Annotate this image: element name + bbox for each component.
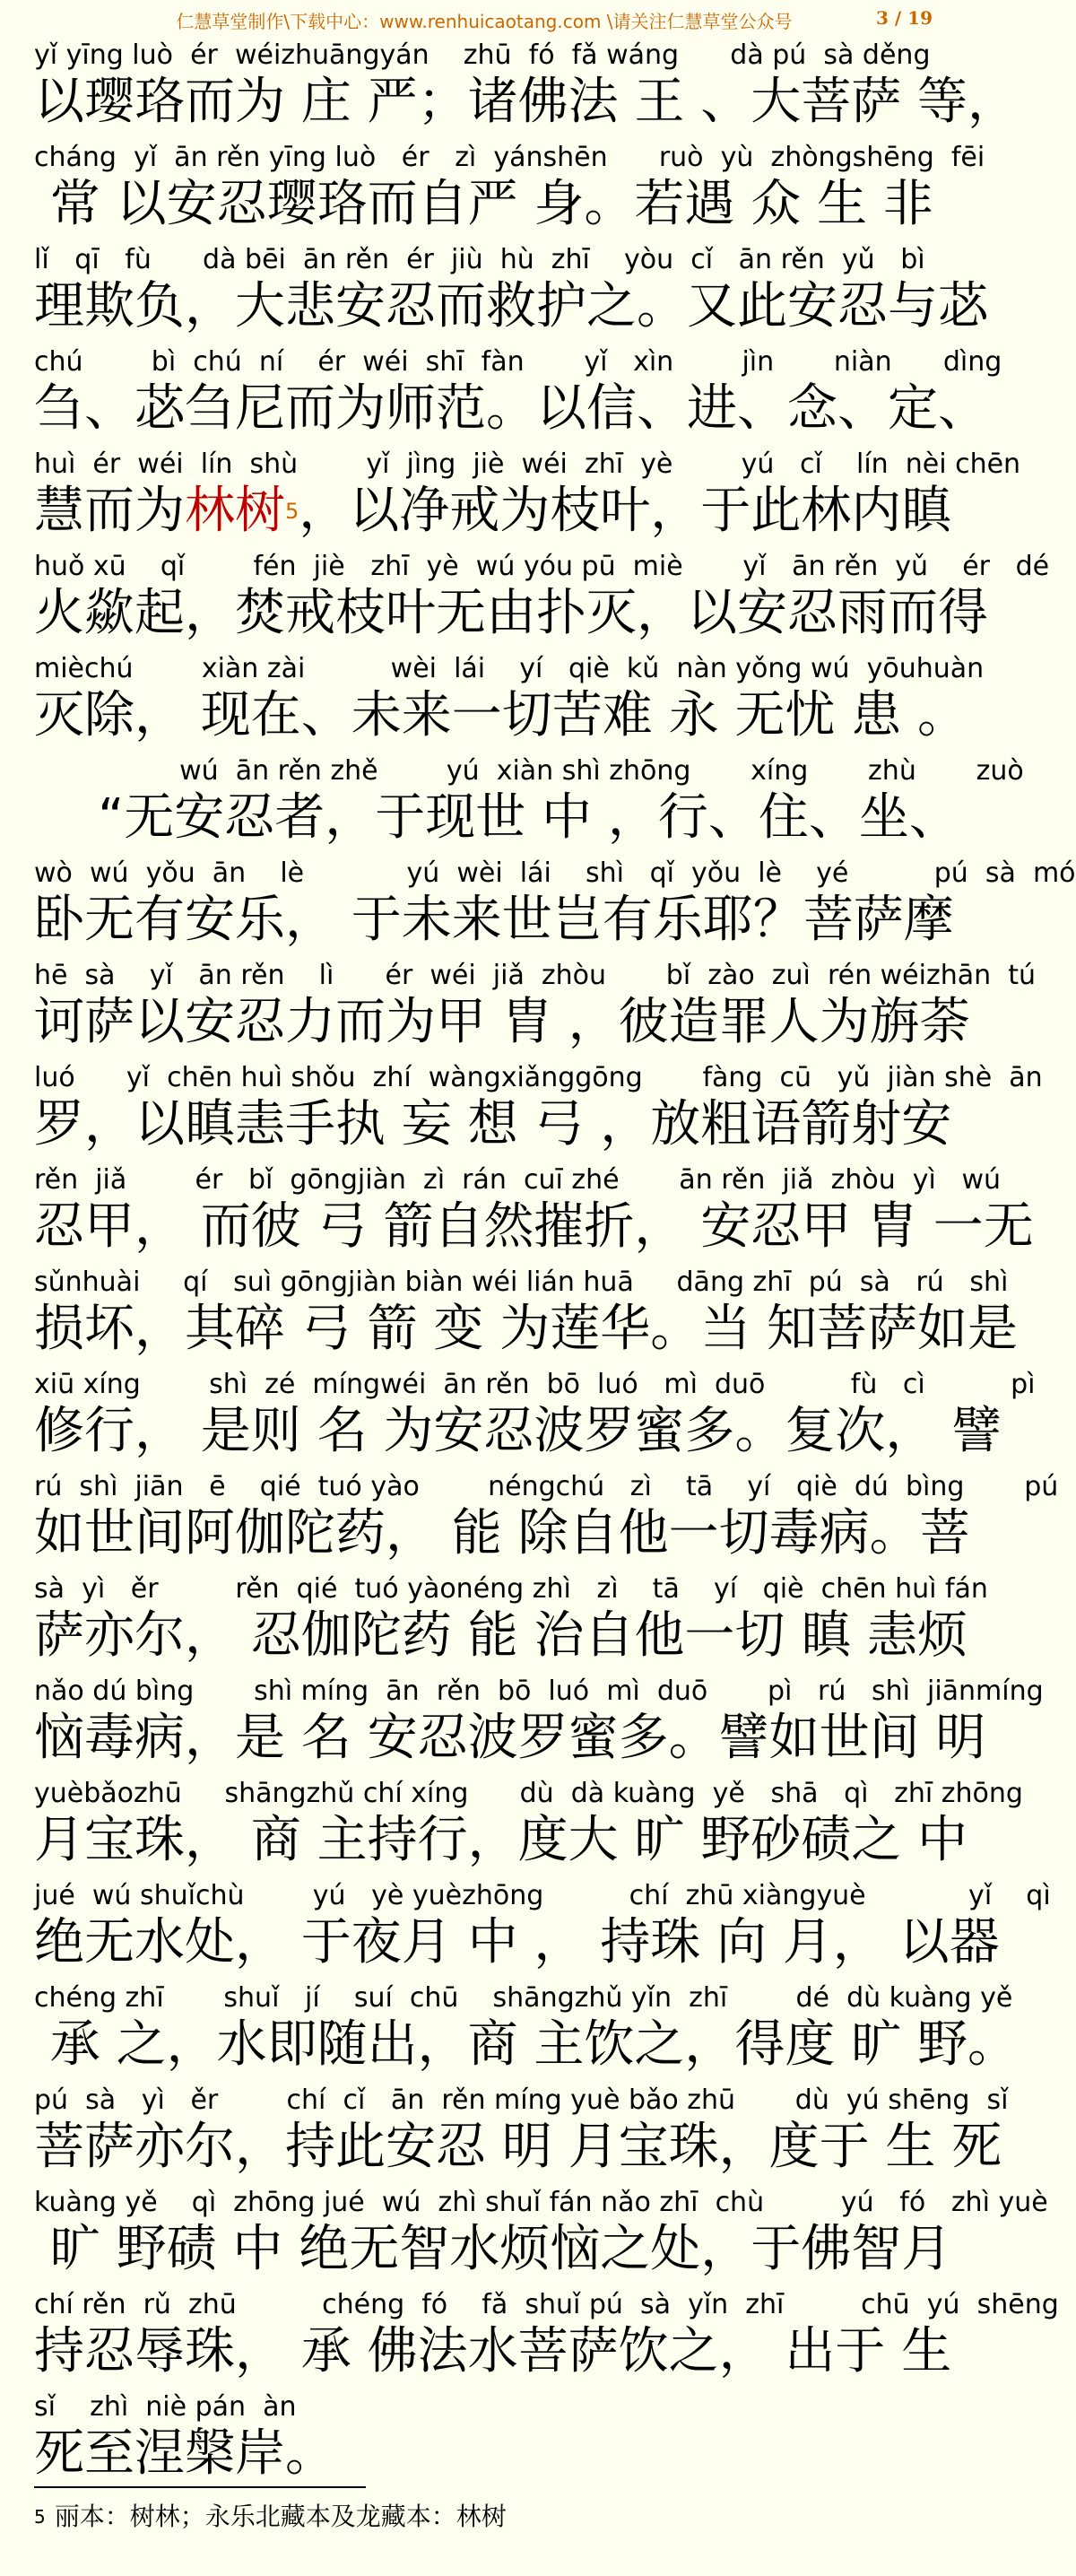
hanzi-row: 月宝珠， 商 主持行，度大 旷 野砂碛之 中 — [34, 1811, 968, 1869]
pinyin-row: huì ér wéi lín shù yǐ jìng jiè wéi zhī yè yú cǐ lín nèi chēn — [34, 448, 1021, 480]
text-line — [34, 1467, 1059, 1570]
text-line — [34, 2388, 940, 2490]
hanzi-row: 绝无水处， 于夜月 中 ， 持珠 向 月， 以器 — [34, 1913, 1000, 1971]
hanzi-row: 以璎珞而为 庄 严；诸佛法 王 、大菩萨 等， — [34, 73, 1019, 131]
pinyin-row: wò wú yǒu ān lè yú wèi lái shì qǐ yǒu lè yé pú sà mó — [34, 857, 1076, 889]
text-line — [34, 1774, 1023, 1876]
page-header — [0, 0, 968, 39]
text-line — [34, 1058, 1043, 1161]
pinyin-row: hē sà yǐ ān rěn lì ér wéi jiǎ zhòu bǐ zào zuì rén wéizhān tú — [34, 960, 1036, 991]
pinyin-row: rú shì jiān ē qié tuó yào néngchú zì tā yí qiè dú bìng pú — [34, 1471, 1059, 1502]
pinyin-row: nǎo dú bìng shì míng ān rěn bō luó mì duō pì rú shì jiānmíng — [34, 1675, 1044, 1707]
hanzi-row — [34, 481, 951, 542]
footnote-text: 丽本：树林；永乐北藏本及龙藏本：林树 — [54, 2502, 507, 2531]
pinyin-row: wú ān rěn zhě yú xiàn shì zhōng xíng zhù zuò — [34, 755, 1024, 787]
footnote-divider — [34, 2486, 366, 2488]
pinyin-row: chí rěn rǔ zhū chéng fó fǎ shuǐ pú sà yǐn zhī chū yú shēng — [34, 2289, 1059, 2320]
text-line — [34, 1570, 988, 1672]
hanzi-row: 刍、苾刍尼而为师范。以信、进、念、定、 — [34, 379, 988, 438]
scripture-body — [34, 36, 1076, 2490]
pinyin-row: huǒ xū qǐ fén jiè zhī yè wú yóu pū miè yǐ ān rěn yǔ ér dé — [34, 551, 1050, 582]
hanzi-row: 菩萨亦尔，持此安忍 明 月宝珠，度于 生 死 — [34, 2118, 1002, 2176]
pinyin-row: yuèbǎozhū shāngzhǔ chí xíng dù dà kuàng yě shā qì zhī zhōng — [34, 1778, 1023, 1809]
pinyin-row: luó yǐ chēn huì shǒu zhí wàngxiǎnggōng fàng cū yǔ jiàn shè ān — [34, 1062, 1043, 1093]
text-line — [34, 2183, 1048, 2285]
text-line — [34, 752, 1024, 854]
footnote-ref[interactable]: 5 — [285, 499, 299, 524]
pinyin-row: sǔnhuài qí suì gōngjiàn biàn wéi lián huā dāng zhī pú sà rú shì — [34, 1266, 1009, 1298]
pinyin-row: rěn jiǎ ér bǐ gōngjiàn zì rán cuī zhé ān rěn jiǎ zhòu yì wú — [34, 1164, 1002, 1196]
text-line — [34, 445, 1021, 547]
hanzi-row: 恼毒病，是 名 安忍波罗蜜多。譬如世间 明 — [34, 1709, 986, 1767]
text-line — [34, 1979, 1019, 2081]
page-number: 3 / 19 — [876, 7, 933, 29]
text-line — [34, 2081, 1009, 2183]
hanzi-row: 灭除， 现在、未来一切苦难 永 无忧 患 。 — [34, 686, 968, 744]
hanzi-row: 损坏，其碎 弓 箭 变 为莲华。当 知菩萨如是 — [34, 1300, 1019, 1358]
hanzi-row: 如世间阿伽陀药， 能 除自他一切毒病。菩 — [34, 1504, 970, 1562]
variant-word: 林树 — [185, 482, 285, 540]
text-line — [34, 1672, 1044, 1774]
hanzi-segment: ，以净戒为枝叶，于此林内瞋 — [299, 482, 952, 540]
pinyin-row: yǐ yīng luò ér wéizhuāngyán zhū fó fǎ wáng dà pú sà děng — [34, 39, 931, 71]
pinyin-row: sà yì ěr rěn qié tuó yàonéng zhì zì tā yí qiè chēn huì fán — [34, 1573, 988, 1605]
hanzi-row: 萨亦尔， 忍伽陀药 能 治自他一切 瞋 恚烦 — [34, 1606, 968, 1665]
text-line — [34, 138, 985, 240]
pinyin-row: chéng zhī shuǐ jí suí chū shāngzhǔ yǐn zhī dé dù kuàng yě — [34, 1982, 1013, 2014]
hanzi-row: 常 以安忍璎珞而自严 身。若遇 众 生 非 — [34, 175, 933, 233]
footnote — [34, 2501, 507, 2533]
text-line — [34, 1263, 1019, 1365]
hanzi-row: “无安忍者，于现世 中 ，行、住、坐、 — [34, 788, 959, 847]
pinyin-row: jué wú shuǐchù yú yè yuèzhōng chí zhū xiàngyuè yǐ qì — [34, 1880, 1051, 1911]
hanzi-row: 旷 野碛 中 绝无智水烦恼之处，于佛智月 — [34, 2220, 952, 2278]
hanzi-row: 火歘起，焚戒枝叶无由扑灭，以安忍雨而得 — [34, 584, 988, 642]
hanzi-segment: 慧而为 — [34, 482, 185, 540]
pinyin-row: cháng yǐ ān rěn yīng luò ér zì yánshēn ruò yù zhòngshēng fēi — [34, 142, 985, 173]
text-line — [34, 1365, 1036, 1467]
hanzi-row: 忍甲， 而彼 弓 箭自然摧折， 安忍甲 胄 一无 — [34, 1197, 1034, 1256]
hanzi-row: 死至涅槃岸。 — [34, 2424, 335, 2483]
hanzi-row: 罗，以瞋恚手执 妄 想 弓 ，放粗语箭射安 — [34, 1095, 952, 1153]
pinyin-row: chú bì chú ní ér wéi shī fàn yǐ xìn jìn niàn dìng — [34, 346, 1002, 378]
pinyin-row: xiū xíng shì zé míngwéi ān rěn bō luó mì duō fù cì pì — [34, 1369, 1036, 1400]
hanzi-row: 诃萨以安忍力而为甲 胄 ，彼造罪人为旃荼 — [34, 993, 970, 1051]
text-line — [34, 343, 1002, 445]
hanzi-row: 承 之，水即随出，商 主饮之，得度 旷 野。 — [34, 2015, 1019, 2074]
header-title: 仁慧草堂制作\下载中心：www.renhuicaotang.com \请关注仁慧草堂公众号 — [176, 11, 793, 32]
hanzi-row: 卧无有安乐， 于未来世岂有乐耶？菩萨摩 — [34, 891, 954, 949]
text-line — [34, 36, 1019, 138]
text-line — [34, 240, 988, 343]
text-line — [34, 956, 1036, 1058]
pinyin-row: sǐ zhì niè pán àn — [34, 2391, 297, 2423]
text-line — [34, 2285, 1059, 2388]
text-line — [34, 547, 1050, 649]
pinyin-row: kuàng yě qì zhōng jué wú zhì shuǐ fán nǎo zhī chù yú fó zhì yuè — [34, 2187, 1048, 2218]
pinyin-row: mièchú xiàn zài wèi lái yí qiè kǔ nàn yǒng wú yōuhuàn — [34, 653, 985, 684]
text-line — [34, 649, 985, 752]
pinyin-row: pú sà yì ěr chí cǐ ān rěn míng yuè bǎo zhū dù yú shēng sǐ — [34, 2084, 1009, 2116]
hanzi-row: 持忍辱珠， 承 佛法水菩萨饮之， 出于 生 — [34, 2322, 952, 2380]
pinyin-row: lǐ qī fù dà bēi ān rěn ér jiù hù zhī yòu cǐ ān rěn yǔ bì — [34, 244, 925, 275]
hanzi-row: 理欺负，大悲安忍而救护之。又此安忍与苾 — [34, 277, 988, 335]
text-line — [34, 854, 1076, 956]
text-line — [34, 1876, 1051, 1979]
hanzi-row: 修行， 是则 名 为安忍波罗蜜多。复次， 譬 — [34, 1402, 1002, 1460]
footnote-number: 5 — [34, 2506, 46, 2528]
text-line — [34, 1161, 1034, 1263]
